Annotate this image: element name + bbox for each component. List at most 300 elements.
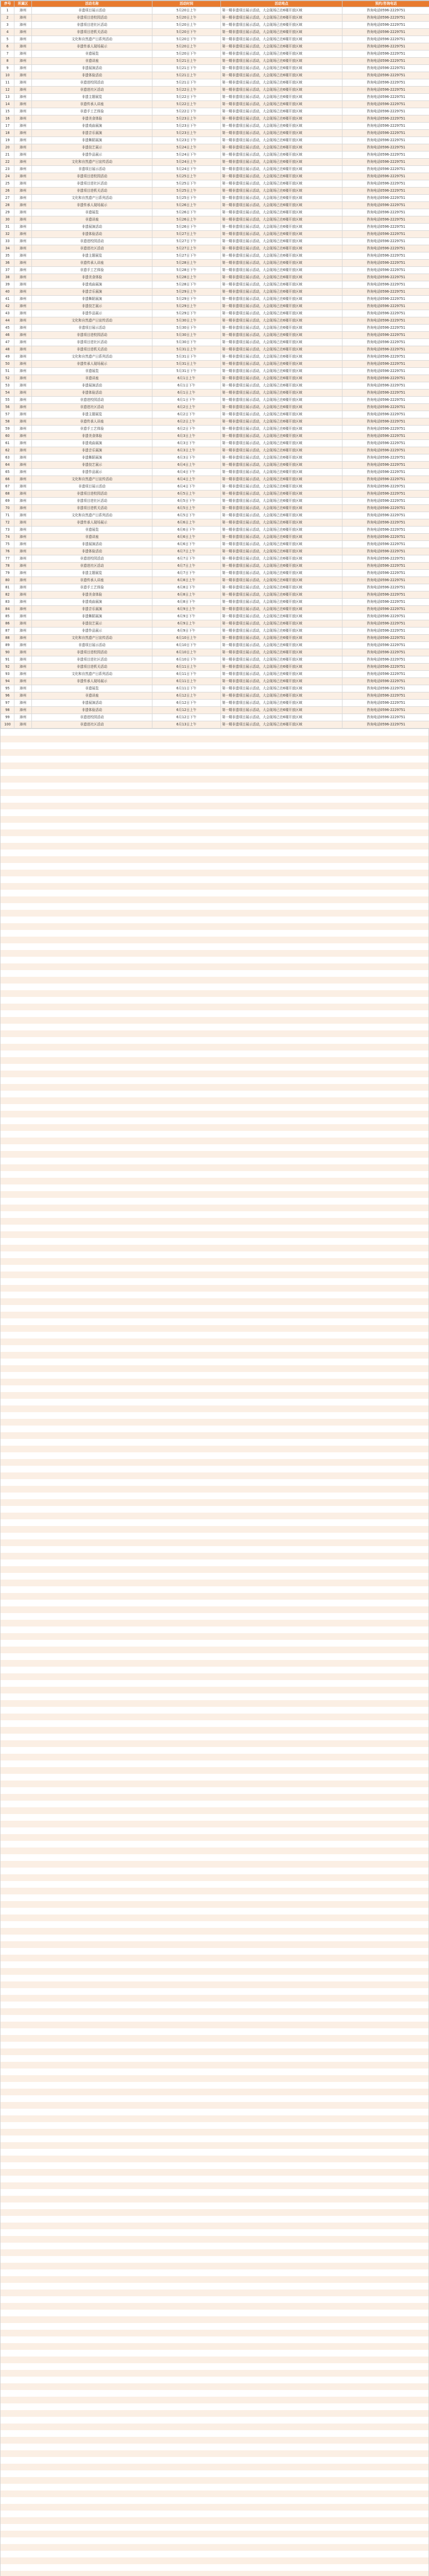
table-row (1, 123, 429, 130)
cell-area: 漳州 (14, 411, 32, 418)
cell-phone: 咨询电话0596-2229751 (342, 534, 429, 541)
cell-no: 35 (1, 252, 14, 260)
cell-time: 5月28日下午 (152, 267, 221, 274)
cell-phone: 咨询电话0596-2229751 (342, 447, 429, 454)
cell-time: 6月10日下午 (152, 656, 221, 664)
cell-title: 非遗作品展示 (32, 310, 152, 317)
cell-area: 漳州 (14, 606, 32, 613)
cell-address: 第一期非遗项目展示活动，大会现场已在6楼开放区域 (221, 555, 342, 563)
cell-time: 6月5日下午 (152, 512, 221, 519)
cell-time: 6月1日上午 (152, 375, 221, 382)
cell-address: 第一期非遗项目展示活动，大会现场已在6楼开放区域 (221, 700, 342, 707)
cell-no: 41 (1, 296, 14, 303)
cell-area: 漳州 (14, 361, 32, 368)
cell-no: 89 (1, 642, 14, 649)
cell-phone: 咨询电话0596-2229751 (342, 454, 429, 462)
cell-area: 漳州 (14, 79, 32, 87)
cell-title: 非遗项目进机关活动 (32, 188, 152, 195)
table-row (1, 361, 429, 368)
cell-address: 第一期非遗项目展示活动，大会现场已在6楼开放区域 (221, 339, 342, 346)
table-row (1, 14, 429, 22)
cell-no: 56 (1, 404, 14, 411)
cell-area: 漳州 (14, 209, 32, 216)
table-row (1, 642, 429, 649)
cell-title: 非遗进校园活动 (32, 714, 152, 721)
cell-time: 6月6日上午 (152, 534, 221, 541)
cell-title: 非遗作品展示 (32, 151, 152, 159)
cell-time: 5月21日下午 (152, 79, 221, 87)
table-row (1, 548, 429, 555)
cell-time: 5月25日下午 (152, 180, 221, 188)
cell-area: 漳州 (14, 274, 32, 281)
cell-no: 40 (1, 289, 14, 296)
cell-address: 第一期非遗项目展示活动，大会现场已在6楼开放区域 (221, 563, 342, 570)
cell-time: 6月8日下午 (152, 584, 221, 591)
cell-time: 5月21日上午 (152, 72, 221, 79)
table-row (1, 173, 429, 180)
cell-area: 漳州 (14, 375, 32, 382)
cell-address: 第一期非遗项目展示活动，大会现场已在6楼开放区域 (221, 238, 342, 245)
cell-area: 漳州 (14, 591, 32, 599)
cell-area: 漳州 (14, 469, 32, 476)
cell-time: 5月21日上午 (152, 58, 221, 65)
cell-title: 非遗主题展览 (32, 252, 152, 260)
cell-area: 漳州 (14, 505, 32, 512)
cell-address: 第一期非遗项目展示活动，大会现场已在6楼开放区域 (221, 613, 342, 620)
cell-area: 漳州 (14, 159, 32, 166)
cell-phone: 咨询电话0596-2229751 (342, 43, 429, 50)
cell-area: 漳州 (14, 389, 32, 397)
cell-title: 非遗美食体验 (32, 274, 152, 281)
cell-address: 第一期非遗项目展示活动，大会现场已在6楼开放区域 (221, 65, 342, 72)
cell-no: 22 (1, 159, 14, 166)
table-row (1, 613, 429, 620)
cell-no: 24 (1, 173, 14, 180)
cell-address: 第一期非遗项目展示活动，大会现场已在6楼开放区域 (221, 43, 342, 50)
cell-title: 非遗手工艺体验 (32, 108, 152, 115)
cell-no: 36 (1, 260, 14, 267)
cell-area: 漳州 (14, 721, 32, 728)
cell-phone: 咨询电话0596-2229751 (342, 649, 429, 656)
cell-time: 6月1日下午 (152, 397, 221, 404)
cell-area: 漳州 (14, 36, 32, 43)
cell-no: 9 (1, 65, 14, 72)
cell-area: 漳州 (14, 22, 32, 29)
cell-address: 第一期非遗项目展示活动，大会现场已在6楼开放区域 (221, 173, 342, 180)
table-row (1, 202, 429, 209)
cell-phone: 咨询电话0596-2229751 (342, 151, 429, 159)
cell-phone: 咨询电话0596-2229751 (342, 389, 429, 397)
cell-phone: 咨询电话0596-2229751 (342, 642, 429, 649)
cell-no: 100 (1, 721, 14, 728)
cell-title: 非遗舞蹈展演 (32, 613, 152, 620)
cell-time: 5月30日上午 (152, 317, 221, 325)
cell-time: 5月24日下午 (152, 151, 221, 159)
table-row (1, 50, 429, 58)
table-row (1, 490, 429, 498)
cell-time: 6月2日下午 (152, 411, 221, 418)
cell-phone: 咨询电话0596-2229751 (342, 29, 429, 36)
cell-time: 6月9日下午 (152, 628, 221, 635)
cell-time: 6月11日上午 (152, 664, 221, 671)
cell-phone: 咨询电话0596-2229751 (342, 635, 429, 642)
table-row (1, 22, 429, 29)
table-row (1, 267, 429, 274)
cell-title: 非遗体验活动 (32, 231, 152, 238)
cell-address: 第一期非遗项目展示活动，大会现场已在6楼开放区域 (221, 123, 342, 130)
cell-title: 文化和自然遗产日系列活动 (32, 512, 152, 519)
cell-no: 62 (1, 447, 14, 454)
cell-title: 非遗美食体验 (32, 115, 152, 123)
cell-title: 非遗体验活动 (32, 389, 152, 397)
cell-no: 74 (1, 534, 14, 541)
cell-title: 非遗项目进社区活动 (32, 339, 152, 346)
cell-time: 6月12日下午 (152, 700, 221, 707)
cell-area: 漳州 (14, 144, 32, 151)
cell-address: 第一期非遗项目展示活动，大会现场已在6楼开放区域 (221, 649, 342, 656)
cell-area: 漳州 (14, 108, 32, 115)
cell-phone: 咨询电话0596-2229751 (342, 296, 429, 303)
cell-no: 77 (1, 555, 14, 563)
cell-address: 第一期非遗项目展示活动，大会现场已在6楼开放区域 (221, 628, 342, 635)
cell-phone: 咨询电话0596-2229751 (342, 469, 429, 476)
cell-title: 非遗展演活动 (32, 224, 152, 231)
cell-time: 6月6日下午 (152, 541, 221, 548)
cell-title: 非遗手工艺体验 (32, 267, 152, 274)
cell-address: 第一期非遗项目展示活动，大会现场已在6楼开放区域 (221, 375, 342, 382)
cell-time: 5月20日上午 (152, 7, 221, 14)
cell-phone: 咨询电话0596-2229751 (342, 310, 429, 317)
table-row (1, 94, 429, 101)
cell-no: 49 (1, 353, 14, 361)
cell-phone: 咨询电话0596-2229751 (342, 505, 429, 512)
cell-no: 64 (1, 462, 14, 469)
cell-address: 第一期非遗项目展示活动，大会现场已在6楼开放区域 (221, 368, 342, 375)
cell-area: 漳州 (14, 570, 32, 577)
cell-address: 第一期非遗项目展示活动，大会现场已在6楼开放区域 (221, 541, 342, 548)
cell-title: 非遗项目进社区活动 (32, 180, 152, 188)
cell-area: 漳州 (14, 252, 32, 260)
cell-time: 6月12日上午 (152, 692, 221, 700)
cell-time: 5月21日下午 (152, 65, 221, 72)
table-row (1, 426, 429, 433)
cell-address: 第一期非遗项目展示活动，大会现场已在6楼开放区域 (221, 685, 342, 692)
cell-time: 5月25日上午 (152, 173, 221, 180)
cell-time: 5月31日下午 (152, 368, 221, 375)
cell-phone: 咨询电话0596-2229751 (342, 721, 429, 728)
cell-title: 非遗技艺展示 (32, 303, 152, 310)
cell-title: 非遗音乐展演 (32, 606, 152, 613)
cell-address: 第一期非遗项目展示活动，大会现场已在6楼开放区域 (221, 476, 342, 483)
cell-no: 3 (1, 22, 14, 29)
cell-address: 第一期非遗项目展示活动，大会现场已在6楼开放区域 (221, 454, 342, 462)
cell-phone: 咨询电话0596-2229751 (342, 570, 429, 577)
table-row (1, 527, 429, 534)
cell-no: 17 (1, 123, 14, 130)
cell-title: 非遗美食体验 (32, 433, 152, 440)
cell-phone: 咨询电话0596-2229751 (342, 361, 429, 368)
table-row (1, 397, 429, 404)
cell-address: 第一期非遗项目展示活动，大会现场已在6楼开放区域 (221, 252, 342, 260)
cell-phone: 咨询电话0596-2229751 (342, 346, 429, 353)
cell-phone: 咨询电话0596-2229751 (342, 599, 429, 606)
cell-time: 5月24日上午 (152, 144, 221, 151)
cell-area: 漳州 (14, 353, 32, 361)
cell-time: 6月3日下午 (152, 454, 221, 462)
cell-address: 第一期非遗项目展示活动，大会现场已在6楼开放区域 (221, 72, 342, 79)
cell-no: 48 (1, 346, 14, 353)
cell-time: 6月1日下午 (152, 382, 221, 389)
cell-address: 第一期非遗项目展示活动，大会现场已在6楼开放区域 (221, 245, 342, 252)
cell-address: 第一期非遗项目展示活动，大会现场已在6楼开放区域 (221, 498, 342, 505)
table-row (1, 79, 429, 87)
cell-phone: 咨询电话0596-2229751 (342, 714, 429, 721)
table-row (1, 180, 429, 188)
cell-area: 漳州 (14, 289, 32, 296)
cell-area: 漳州 (14, 115, 32, 123)
cell-address: 第一期非遗项目展示活动，大会现场已在6楼开放区域 (221, 642, 342, 649)
cell-address: 第一期非遗项目展示活动，大会现场已在6楼开放区域 (221, 29, 342, 36)
cell-time: 5月24日下午 (152, 166, 221, 173)
cell-address: 第一期非遗项目展示活动，大会现场已在6楼开放区域 (221, 22, 342, 29)
cell-phone: 咨询电话0596-2229751 (342, 606, 429, 613)
table-row (1, 224, 429, 231)
cell-area: 漳州 (14, 613, 32, 620)
cell-no: 83 (1, 599, 14, 606)
table-row (1, 29, 429, 36)
cell-phone: 咨询电话0596-2229751 (342, 166, 429, 173)
cell-area: 漳州 (14, 541, 32, 548)
table-row (1, 108, 429, 115)
cell-area: 漳州 (14, 577, 32, 584)
table-row (1, 570, 429, 577)
cell-time: 5月20日上午 (152, 22, 221, 29)
cell-address: 第一期非遗项目展示活动，大会现场已在6楼开放区域 (221, 512, 342, 519)
cell-title: 非遗作品展示 (32, 628, 152, 635)
cell-address: 第一期非遗项目展示活动，大会现场已在6楼开放区域 (221, 325, 342, 332)
cell-title: 非遗项目进校园活动 (32, 649, 152, 656)
cell-title: 非遗项目进机关活动 (32, 346, 152, 353)
cell-no: 72 (1, 519, 14, 527)
cell-area: 漳州 (14, 216, 32, 224)
cell-phone: 咨询电话0596-2229751 (342, 476, 429, 483)
cell-address: 第一期非遗项目展示活动，大会现场已在6楼开放区域 (221, 195, 342, 202)
cell-time: 6月12日上午 (152, 707, 221, 714)
cell-phone: 咨询电话0596-2229751 (342, 527, 429, 534)
cell-address: 第一期非遗项目展示活动，大会现场已在6楼开放区域 (221, 433, 342, 440)
cell-phone: 咨询电话0596-2229751 (342, 375, 429, 382)
cell-address: 第一期非遗项目展示活动，大会现场已在6楼开放区域 (221, 721, 342, 728)
table-row (1, 411, 429, 418)
cell-address: 第一期非遗项目展示活动，大会现场已在6楼开放区域 (221, 209, 342, 216)
cell-address: 第一期非遗项目展示活动，大会现场已在6楼开放区域 (221, 14, 342, 22)
cell-phone: 咨询电话0596-2229751 (342, 678, 429, 685)
cell-time: 6月7日上午 (152, 563, 221, 570)
cell-time: 6月3日上午 (152, 447, 221, 454)
cell-no: 93 (1, 671, 14, 678)
cell-time: 5月27日下午 (152, 238, 221, 245)
table-row (1, 260, 429, 267)
cell-address: 第一期非遗项目展示活动，大会现场已在6楼开放区域 (221, 332, 342, 339)
cell-area: 漳州 (14, 555, 32, 563)
cell-title: 非遗展演活动 (32, 700, 152, 707)
cell-phone: 咨询电话0596-2229751 (342, 404, 429, 411)
cell-no: 90 (1, 649, 14, 656)
cell-address: 第一期非遗项目展示活动，大会现场已在6楼开放区域 (221, 635, 342, 642)
cell-time: 5月31日下午 (152, 353, 221, 361)
cell-no: 27 (1, 195, 14, 202)
table-row (1, 541, 429, 548)
cell-title: 非遗项目进机关活动 (32, 29, 152, 36)
cell-phone: 咨询电话0596-2229751 (342, 707, 429, 714)
cell-area: 漳州 (14, 656, 32, 664)
cell-time: 6月8日上午 (152, 591, 221, 599)
cell-title: 非遗传承人现场展示 (32, 678, 152, 685)
cell-no: 61 (1, 440, 14, 447)
cell-address: 第一期非遗项目展示活动，大会现场已在6楼开放区域 (221, 397, 342, 404)
cell-area: 漳州 (14, 599, 32, 606)
cell-phone: 咨询电话0596-2229751 (342, 692, 429, 700)
table-row (1, 216, 429, 224)
cell-address: 第一期非遗项目展示活动，大会现场已在6楼开放区域 (221, 584, 342, 591)
cell-area: 漳州 (14, 296, 32, 303)
cell-address: 第一期非遗项目展示活动，大会现场已在6楼开放区域 (221, 382, 342, 389)
cell-address: 第一期非遗项目展示活动，大会现场已在6楼开放区域 (221, 166, 342, 173)
cell-phone: 咨询电话0596-2229751 (342, 563, 429, 570)
cell-no: 86 (1, 620, 14, 628)
cell-area: 漳州 (14, 14, 32, 22)
cell-title: 非遗项目进社区活动 (32, 498, 152, 505)
cell-address: 第一期非遗项目展示活动，大会现场已在6楼开放区域 (221, 469, 342, 476)
cell-phone: 咨询电话0596-2229751 (342, 281, 429, 289)
cell-area: 漳州 (14, 202, 32, 209)
cell-time: 5月25日下午 (152, 195, 221, 202)
cell-no: 54 (1, 389, 14, 397)
cell-phone: 咨询电话0596-2229751 (342, 231, 429, 238)
cell-title: 非遗进社区活动 (32, 404, 152, 411)
table-row (1, 685, 429, 692)
cell-area: 漳州 (14, 130, 32, 137)
cell-title: 非遗讲座 (32, 692, 152, 700)
cell-phone: 咨询电话0596-2229751 (342, 483, 429, 490)
table-row (1, 101, 429, 108)
cell-no: 28 (1, 202, 14, 209)
cell-no: 76 (1, 548, 14, 555)
cell-title: 非遗进校园活动 (32, 238, 152, 245)
table-row (1, 382, 429, 389)
cell-phone: 咨询电话0596-2229751 (342, 671, 429, 678)
cell-title: 非遗讲座 (32, 216, 152, 224)
table-header (1, 1, 429, 7)
cell-no: 63 (1, 454, 14, 462)
cell-title: 文化和自然遗产日系列活动 (32, 353, 152, 361)
cell-title: 非遗主题展览 (32, 94, 152, 101)
cell-title: 非遗进社区活动 (32, 87, 152, 94)
table-row (1, 534, 429, 541)
cell-area: 漳州 (14, 498, 32, 505)
cell-address: 第一期非遗项目展示活动，大会现场已在6楼开放区域 (221, 490, 342, 498)
table-row (1, 635, 429, 642)
table-row (1, 692, 429, 700)
cell-time: 6月4日上午 (152, 476, 221, 483)
cell-time: 6月13日上午 (152, 721, 221, 728)
cell-area: 漳州 (14, 519, 32, 527)
cell-phone: 咨询电话0596-2229751 (342, 50, 429, 58)
cell-title: 非遗展览 (32, 50, 152, 58)
cell-area: 漳州 (14, 404, 32, 411)
cell-address: 第一期非遗项目展示活动，大会现场已在6楼开放区域 (221, 231, 342, 238)
cell-no: 96 (1, 692, 14, 700)
table-row (1, 87, 429, 94)
cell-time: 6月1日上午 (152, 389, 221, 397)
table-row (1, 325, 429, 332)
cell-area: 漳州 (14, 620, 32, 628)
cell-area: 漳州 (14, 714, 32, 721)
cell-address: 第一期非遗项目展示活动，大会现场已在6楼开放区域 (221, 224, 342, 231)
cell-title: 非遗项目进社区活动 (32, 656, 152, 664)
table-body (1, 7, 429, 728)
cell-phone: 咨询电话0596-2229751 (342, 685, 429, 692)
table-row (1, 707, 429, 714)
cell-no: 52 (1, 375, 14, 382)
cell-no: 82 (1, 591, 14, 599)
cell-area: 漳州 (14, 94, 32, 101)
cell-title: 非遗展演活动 (32, 541, 152, 548)
cell-no: 87 (1, 628, 14, 635)
cell-area: 漳州 (14, 628, 32, 635)
cell-no: 99 (1, 714, 14, 721)
cell-area: 漳州 (14, 188, 32, 195)
cell-no: 1 (1, 7, 14, 14)
cell-title: 文化和自然遗产日系列活动 (32, 195, 152, 202)
cell-area: 漳州 (14, 29, 32, 36)
cell-no: 25 (1, 180, 14, 188)
cell-title: 文化和自然遗产日宣传活动 (32, 159, 152, 166)
cell-title: 非遗传承人讲座 (32, 418, 152, 426)
cell-area: 漳州 (14, 534, 32, 541)
table-row (1, 195, 429, 202)
cell-phone: 咨询电话0596-2229751 (342, 289, 429, 296)
cell-no: 55 (1, 397, 14, 404)
cell-no: 39 (1, 281, 14, 289)
table-row (1, 483, 429, 490)
cell-time: 5月22日上午 (152, 87, 221, 94)
header-address: 活动地点 (221, 1, 342, 7)
cell-no: 95 (1, 685, 14, 692)
cell-time: 6月9日上午 (152, 606, 221, 613)
table-row (1, 65, 429, 72)
cell-title: 非遗项目进校园活动 (32, 332, 152, 339)
cell-phone: 咨询电话0596-2229751 (342, 325, 429, 332)
cell-area: 漳州 (14, 700, 32, 707)
cell-time: 6月2日上午 (152, 418, 221, 426)
cell-phone: 咨询电话0596-2229751 (342, 426, 429, 433)
table-row (1, 209, 429, 216)
table-row (1, 656, 429, 664)
cell-area: 漳州 (14, 692, 32, 700)
cell-title: 非遗戏曲展演 (32, 599, 152, 606)
cell-time: 5月20日下午 (152, 29, 221, 36)
cell-phone: 咨询电话0596-2229751 (342, 462, 429, 469)
cell-time: 5月29日上午 (152, 289, 221, 296)
cell-area: 漳州 (14, 635, 32, 642)
cell-time: 6月10日下午 (152, 642, 221, 649)
cell-title: 非遗传承人现场展示 (32, 361, 152, 368)
cell-no: 32 (1, 231, 14, 238)
cell-title: 非遗项目展示活动 (32, 7, 152, 14)
cell-phone: 咨询电话0596-2229751 (342, 238, 429, 245)
cell-time: 5月22日下午 (152, 94, 221, 101)
